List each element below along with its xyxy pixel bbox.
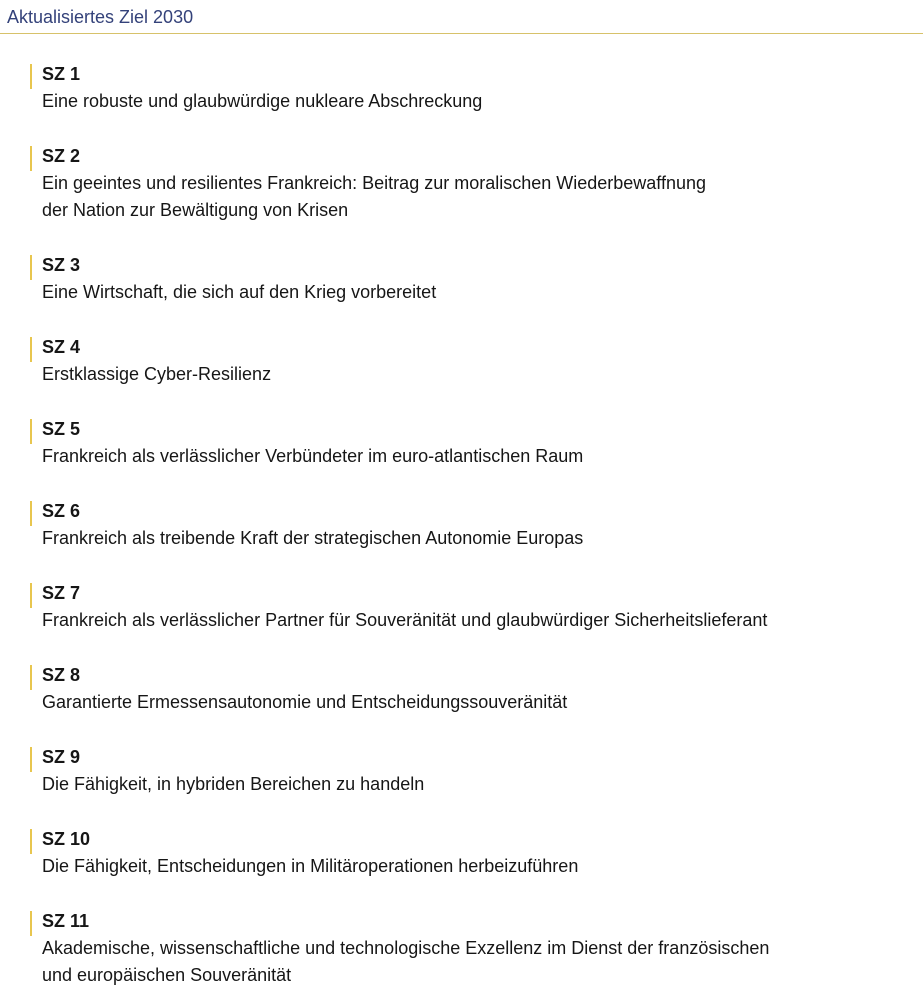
goal-text: Garantierte Ermessensautonomie und Entscheidungssouveränität (42, 692, 568, 712)
goal-text: Erstklassige Cyber-Resilienz (42, 364, 272, 384)
section-header (0, 0, 923, 34)
goal-text: Die Fähigkeit, Entscheidungen in Militäroperationen herbeizuführen (42, 856, 579, 876)
goal-code: SZ 3 (42, 255, 81, 275)
accent-bar (30, 337, 32, 362)
goal-text: Frankreich als verlässlicher Partner für Souveränität und glaubwürdiger Sicherheitslieferant (42, 610, 768, 630)
goal-item (30, 744, 915, 798)
goal-text: Frankreich als treibende Kraft der strategischen Autonomie Europas (42, 528, 584, 548)
goal-item (30, 252, 915, 306)
goal-code: SZ 6 (42, 501, 81, 521)
accent-bar (30, 911, 32, 936)
goal-item (30, 61, 915, 115)
accent-bar (30, 64, 32, 89)
strategic-goals-list (30, 61, 915, 989)
goal-text: Ein geeintes und resilientes Frankreich: Beitrag zur moralischen Wiederbewaffnung der Nation zur Bewältigung von Krisen (42, 173, 707, 220)
goal-item (30, 826, 915, 880)
goal-text: Akademische, wissenschaftliche und technologische Exzellenz im Dienst der französischen und europäischen Souveränität (42, 938, 770, 985)
goal-text: Eine Wirtschaft, die sich auf den Krieg vorbereitet (42, 282, 437, 302)
accent-bar (30, 146, 32, 171)
goal-item (30, 908, 915, 989)
goal-code: SZ 2 (42, 146, 81, 166)
section-title: Aktualisiertes Ziel 2030 (7, 7, 194, 27)
goal-code: SZ 4 (42, 337, 81, 357)
goal-code: SZ 7 (42, 583, 81, 603)
goal-text: Die Fähigkeit, in hybriden Bereichen zu handeln (42, 774, 425, 794)
accent-bar (30, 583, 32, 608)
goal-item (30, 580, 915, 634)
goal-item (30, 416, 915, 470)
goal-item (30, 334, 915, 388)
goal-item (30, 498, 915, 552)
goal-text: Frankreich als verlässlicher Verbündeter im euro-atlantischen Raum (42, 446, 584, 466)
goal-item (30, 143, 915, 224)
goal-text: Eine robuste und glaubwürdige nukleare Abschreckung (42, 91, 483, 111)
goal-code: SZ 11 (42, 911, 90, 931)
goal-code: SZ 1 (42, 64, 81, 84)
goal-code: SZ 8 (42, 665, 81, 685)
goal-code: SZ 5 (42, 419, 81, 439)
accent-bar (30, 255, 32, 280)
goal-code: SZ 9 (42, 747, 81, 767)
accent-bar (30, 665, 32, 690)
accent-bar (30, 747, 32, 772)
goal-item (30, 662, 915, 716)
accent-bar (30, 501, 32, 526)
accent-bar (30, 419, 32, 444)
accent-bar (30, 829, 32, 854)
goal-code: SZ 10 (42, 829, 91, 849)
